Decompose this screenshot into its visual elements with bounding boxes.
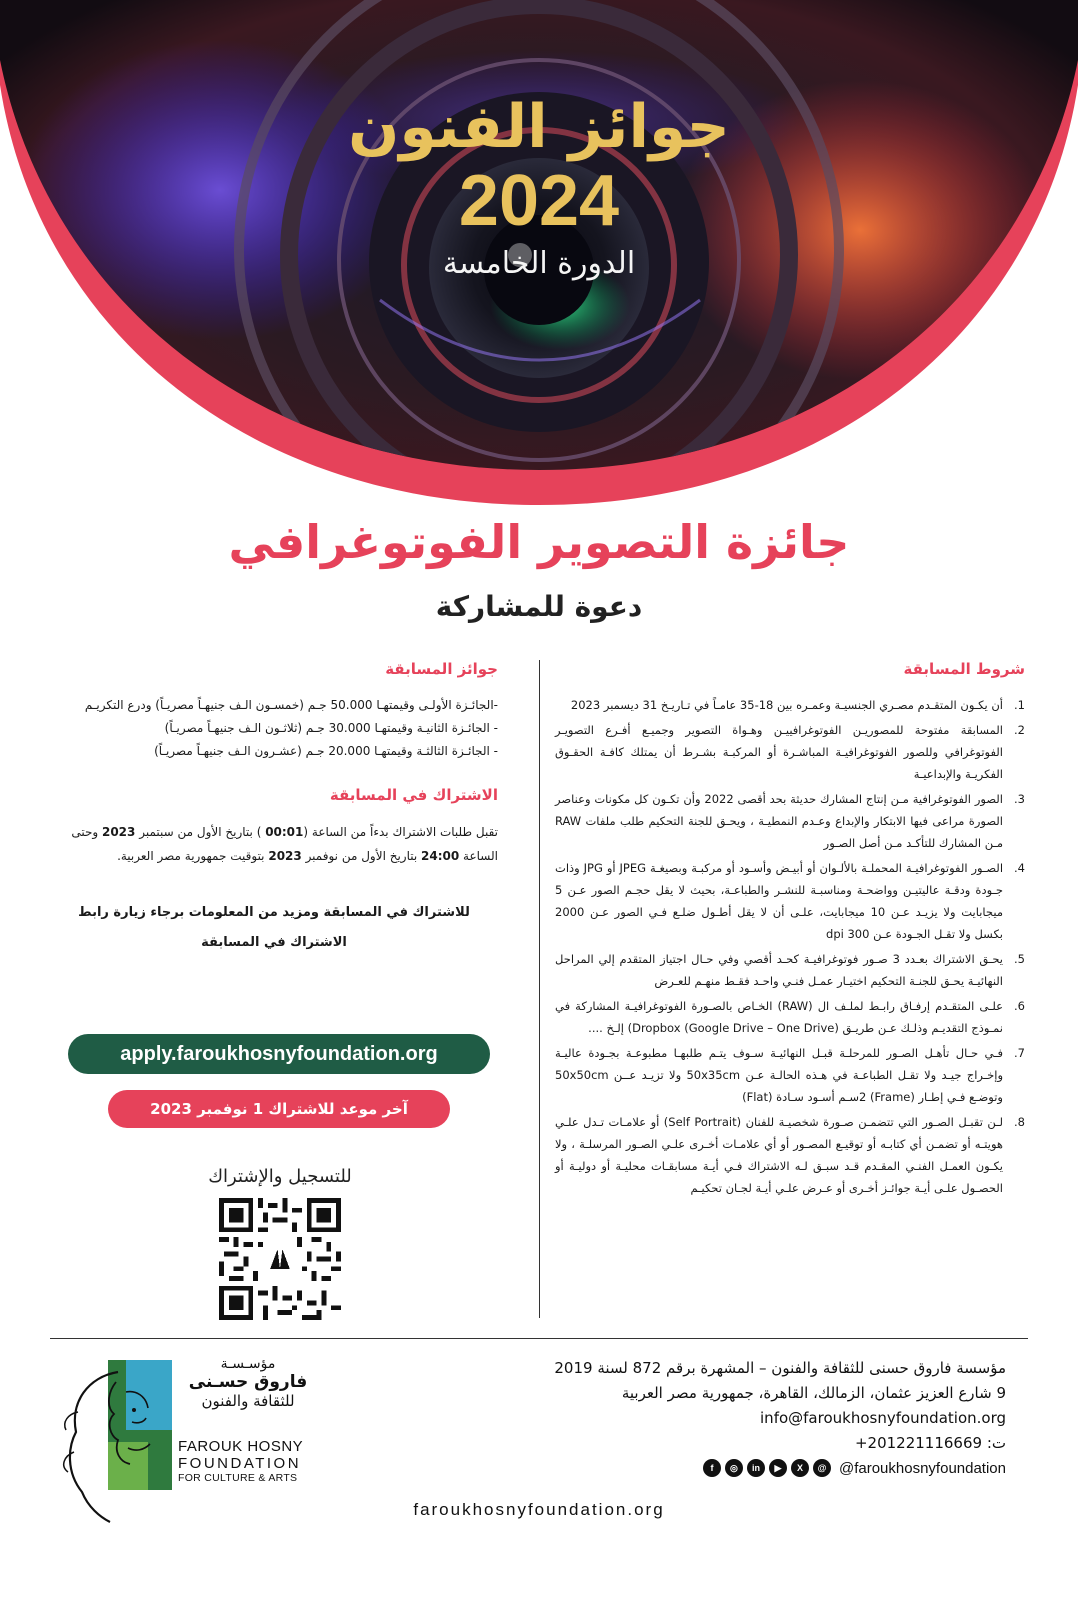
footer-address: 9 شارع العزيز عثمان، الزمالك، القاهرة، جمهورية مصر العربية (621, 1384, 1006, 1402)
entry-text-part: تقبل طلبات الاشتراك بدءاً من الساعة ( (303, 825, 498, 839)
prize-item: -الجائـزة الأولـى وقيمتهـا 50.000 جـم (خمسـون الـف جنيهـاً مصريـاً) ودرع التكريـم (84, 698, 498, 712)
prizes-and-entry-section (50, 660, 498, 958)
website-link[interactable]: faroukhosnyfoundation.org (413, 1500, 665, 1519)
prize-item: - الجائـزة الثانيـة وقيمتهـا 30.000 جـم (ثلاثـون الـف جنيهـاً مصريـاً) (164, 721, 498, 735)
entry-text (50, 820, 498, 868)
phone-label: ت: (982, 1434, 1006, 1452)
footer-phone-row (440, 1431, 1006, 1456)
column-divider (539, 660, 540, 1318)
logo-ar-line: مؤسـسـة (220, 1356, 276, 1372)
x-icon[interactable]: X (791, 1459, 809, 1477)
social-handle[interactable]: @faroukhosnyfoundation (838, 1459, 1006, 1477)
page-title: جائزة التصوير الفوتوغرافي (228, 515, 850, 569)
condition-text: أن يكـون المتقـدم مصـري الجنسيـة وعمـره بين 18-35 عامـاً في تـاريـخ 31 ديسمبر 2023 (570, 698, 1003, 712)
condition-text: الصـور الفوتوغرافيـة المحملـة بالألـوان أو أبيـض وأسـود أو مركبـة وبصيغـة JPEG أو JPG وذات جـودة ودقـة عاليتيـن وواضحـة ومناسبـة للنشـر والطباعـة، بحيث لا يقل حجـم الصور عـن 5 ميجابايت ولا يزيـد عـن 10 ميجابايت، علـى أن لا يقل أطـول ضلـع فـي الصور عـن 2000 بكسل ولا تقـل الجـودة عـن 300 dpi (555, 861, 1004, 941)
entry-start-time: 00:01 (265, 825, 304, 839)
more-info-line: للاشتراك في المسابقة ومزيد من المعلومات برجاء زيارة رابط (78, 905, 470, 920)
hero-year: 2024 (458, 161, 620, 241)
condition-item (555, 694, 1025, 716)
condition-item (555, 857, 1025, 945)
linkedin-icon[interactable]: in (747, 1459, 765, 1477)
footer-contact (440, 1356, 1006, 1456)
condition-number: 6. (1014, 999, 1025, 1013)
entry-end-time: 24:00 (421, 849, 460, 863)
hero-banner (0, 0, 1078, 510)
conditions-list (555, 694, 1025, 1199)
condition-item (555, 948, 1025, 992)
condition-text: لـن تقبـل الصـور التي تتضمـن صـورة شخصيـة للفنان (Self Portrait) أو علامـات تـدل علـي هويتـه أو تضمـن أي كتابـه أو توقيـع المصـور أو أي علامـات أخـرى علـي الصـور المرسلـة ، ولا يكـون العمـل الفنـي المقـدم قـد سبـق لـه الاشتراك فـي أيـة مسابقـات محليـة أو دوليـة أو الحصـول علـى أيـة جوائـز أخـرى أو عـرض علـي أيـة لجـان تحكيـم (555, 1115, 1003, 1195)
logo-arabic-text (178, 1356, 318, 1410)
condition-number: 7. (1014, 1046, 1025, 1060)
condition-number: 2. (1014, 723, 1025, 737)
prizes-list (50, 694, 498, 762)
logo-en-line: FOR CULTURE & ARTS (178, 1472, 298, 1484)
prize-item: - الجائـزة الثالثـة وقيمتهـا 20.000 جـم (عشـرون الـف جنيهـاً مصريـاً) (154, 744, 498, 758)
logo-en-line: FOUNDATION (178, 1455, 302, 1472)
condition-text: علـى المتقـدم إرفـاق رابـط لملـف ال (RAW) الخـاص بالصـورة الفوتوغرافيـة المشاركة في نمـوذج التقديـم وذلـك عـن طريـق (Google Drive – One Drive) Dropbox) إلـخ .... (555, 999, 1003, 1035)
entry-text-part: ) بتاريخ الأول من سبتمبر (135, 825, 266, 839)
more-info-text (50, 898, 498, 958)
entry-heading: الاشتراك في المسابقة (329, 786, 498, 804)
qr-code-icon[interactable] (219, 1198, 341, 1320)
apply-link-button[interactable]: apply.faroukhosnyfoundation.org (68, 1034, 490, 1074)
instagram-icon[interactable]: ◎ (725, 1459, 743, 1477)
condition-item (555, 995, 1025, 1039)
prizes-heading: جوائز المسابقة (385, 660, 498, 678)
condition-item (555, 1111, 1025, 1199)
threads-icon[interactable]: @ (813, 1459, 831, 1477)
entry-start-year: 2023 (101, 825, 136, 839)
entry-text-part: وحتى الساعة (71, 825, 498, 863)
condition-text: الصور الفوتوغرافية مـن إنتاج المشارك حديثة بحد أقصى 2022 وأن تكـون كل مكونات وعناصر الصورة مراعى فيها الابتكار والإبداع وعـدم النمطيـة ، ويحـق للجنة التحكيم طلب ملفات RAW مـن المشارك للتأكـد مـن أصل الصـور (555, 792, 1003, 850)
condition-number: 1. (1014, 698, 1025, 712)
entry-end-year: 2023 (268, 849, 302, 863)
condition-text: فـي حـال تأهـل الصـور للمرحلـة قبـل النهائيـة سـوف يتـم طلبهـا مطبوعـة بجـودة عاليـة وإخـراج جيـد ولا تقـل الطباعـة في هـذه الحالـة عـن 50x35cm ولا تزيـد عــن 50x50cm وتوضـع فـي إطـار (Frame) 2سـم أسـود سـادة (Flat) (555, 1046, 1004, 1104)
conditions-section (555, 660, 1025, 1202)
hero-title: جوائز الفنون (348, 92, 730, 162)
register-label: للتسجيل والإشتراك (208, 1166, 352, 1187)
entry-text-part: بتوقيت جمهورية مصر العربية. (117, 849, 269, 863)
condition-number: 8. (1014, 1115, 1025, 1129)
condition-number: 4. (1014, 861, 1025, 875)
condition-number: 5. (1014, 952, 1025, 966)
footer-phone[interactable]: +201221116669 (854, 1434, 983, 1452)
condition-number: 3. (1014, 792, 1025, 806)
logo-en-line: FAROUK HOSNY (178, 1438, 304, 1455)
condition-item (555, 788, 1025, 854)
conditions-heading: شروط المسابقة (903, 660, 1025, 678)
condition-item (555, 1042, 1025, 1108)
logo-ar-line: للثقافة والفنون (201, 1392, 295, 1410)
footer-foundation-line: مؤسسة فاروق حسنى للثقافة والفنون – المشهرة برقم 872 لسنة 2019 (554, 1359, 1006, 1377)
social-links (655, 1456, 1006, 1480)
condition-item (555, 719, 1025, 785)
logo-english-text (178, 1438, 303, 1484)
more-info-line: الاشتراك في المسابقة (201, 935, 347, 950)
footer-email[interactable]: info@faroukhosnyfoundation.org (760, 1409, 1006, 1427)
deadline-badge: آخر موعد للاشتراك 1 نوفمبر 2023 (108, 1090, 450, 1128)
hero-edition: الدورة الخامسة (442, 246, 636, 281)
youtube-icon[interactable]: ▶ (769, 1459, 787, 1477)
facebook-icon[interactable]: f (703, 1459, 721, 1477)
condition-text: يحـق الاشتراك بعـدد 3 صـور فوتوغرافيـة كحـد أقصي وفي حـال اجتياز المتقدم إلي المراحل النهائيـة يحـق للجنـة التحكيم اختيـار عمـل فنـي واحـد فقـط منهـم للعـرض (555, 952, 1003, 988)
entry-text-part: بتاريخ الأول من نوفمبر (301, 849, 422, 863)
page-subtitle: دعوة للمشاركة (435, 590, 643, 623)
footer-divider (50, 1338, 1028, 1339)
condition-text: المسابقة مفتوحة للمصوريـن الفوتوغرافييـن وهـواة التصوير وجميـع أفـرع التصويـر الفوتوغرافي وللصور الفوتوغرافيـة المباشـرة أو المركبـة بشـرط أن يمتلك كافـة الحقـوق الفكريـة والإبداعيـة (555, 723, 1003, 781)
logo-ar-line: فاروق حسـنى (188, 1372, 308, 1392)
